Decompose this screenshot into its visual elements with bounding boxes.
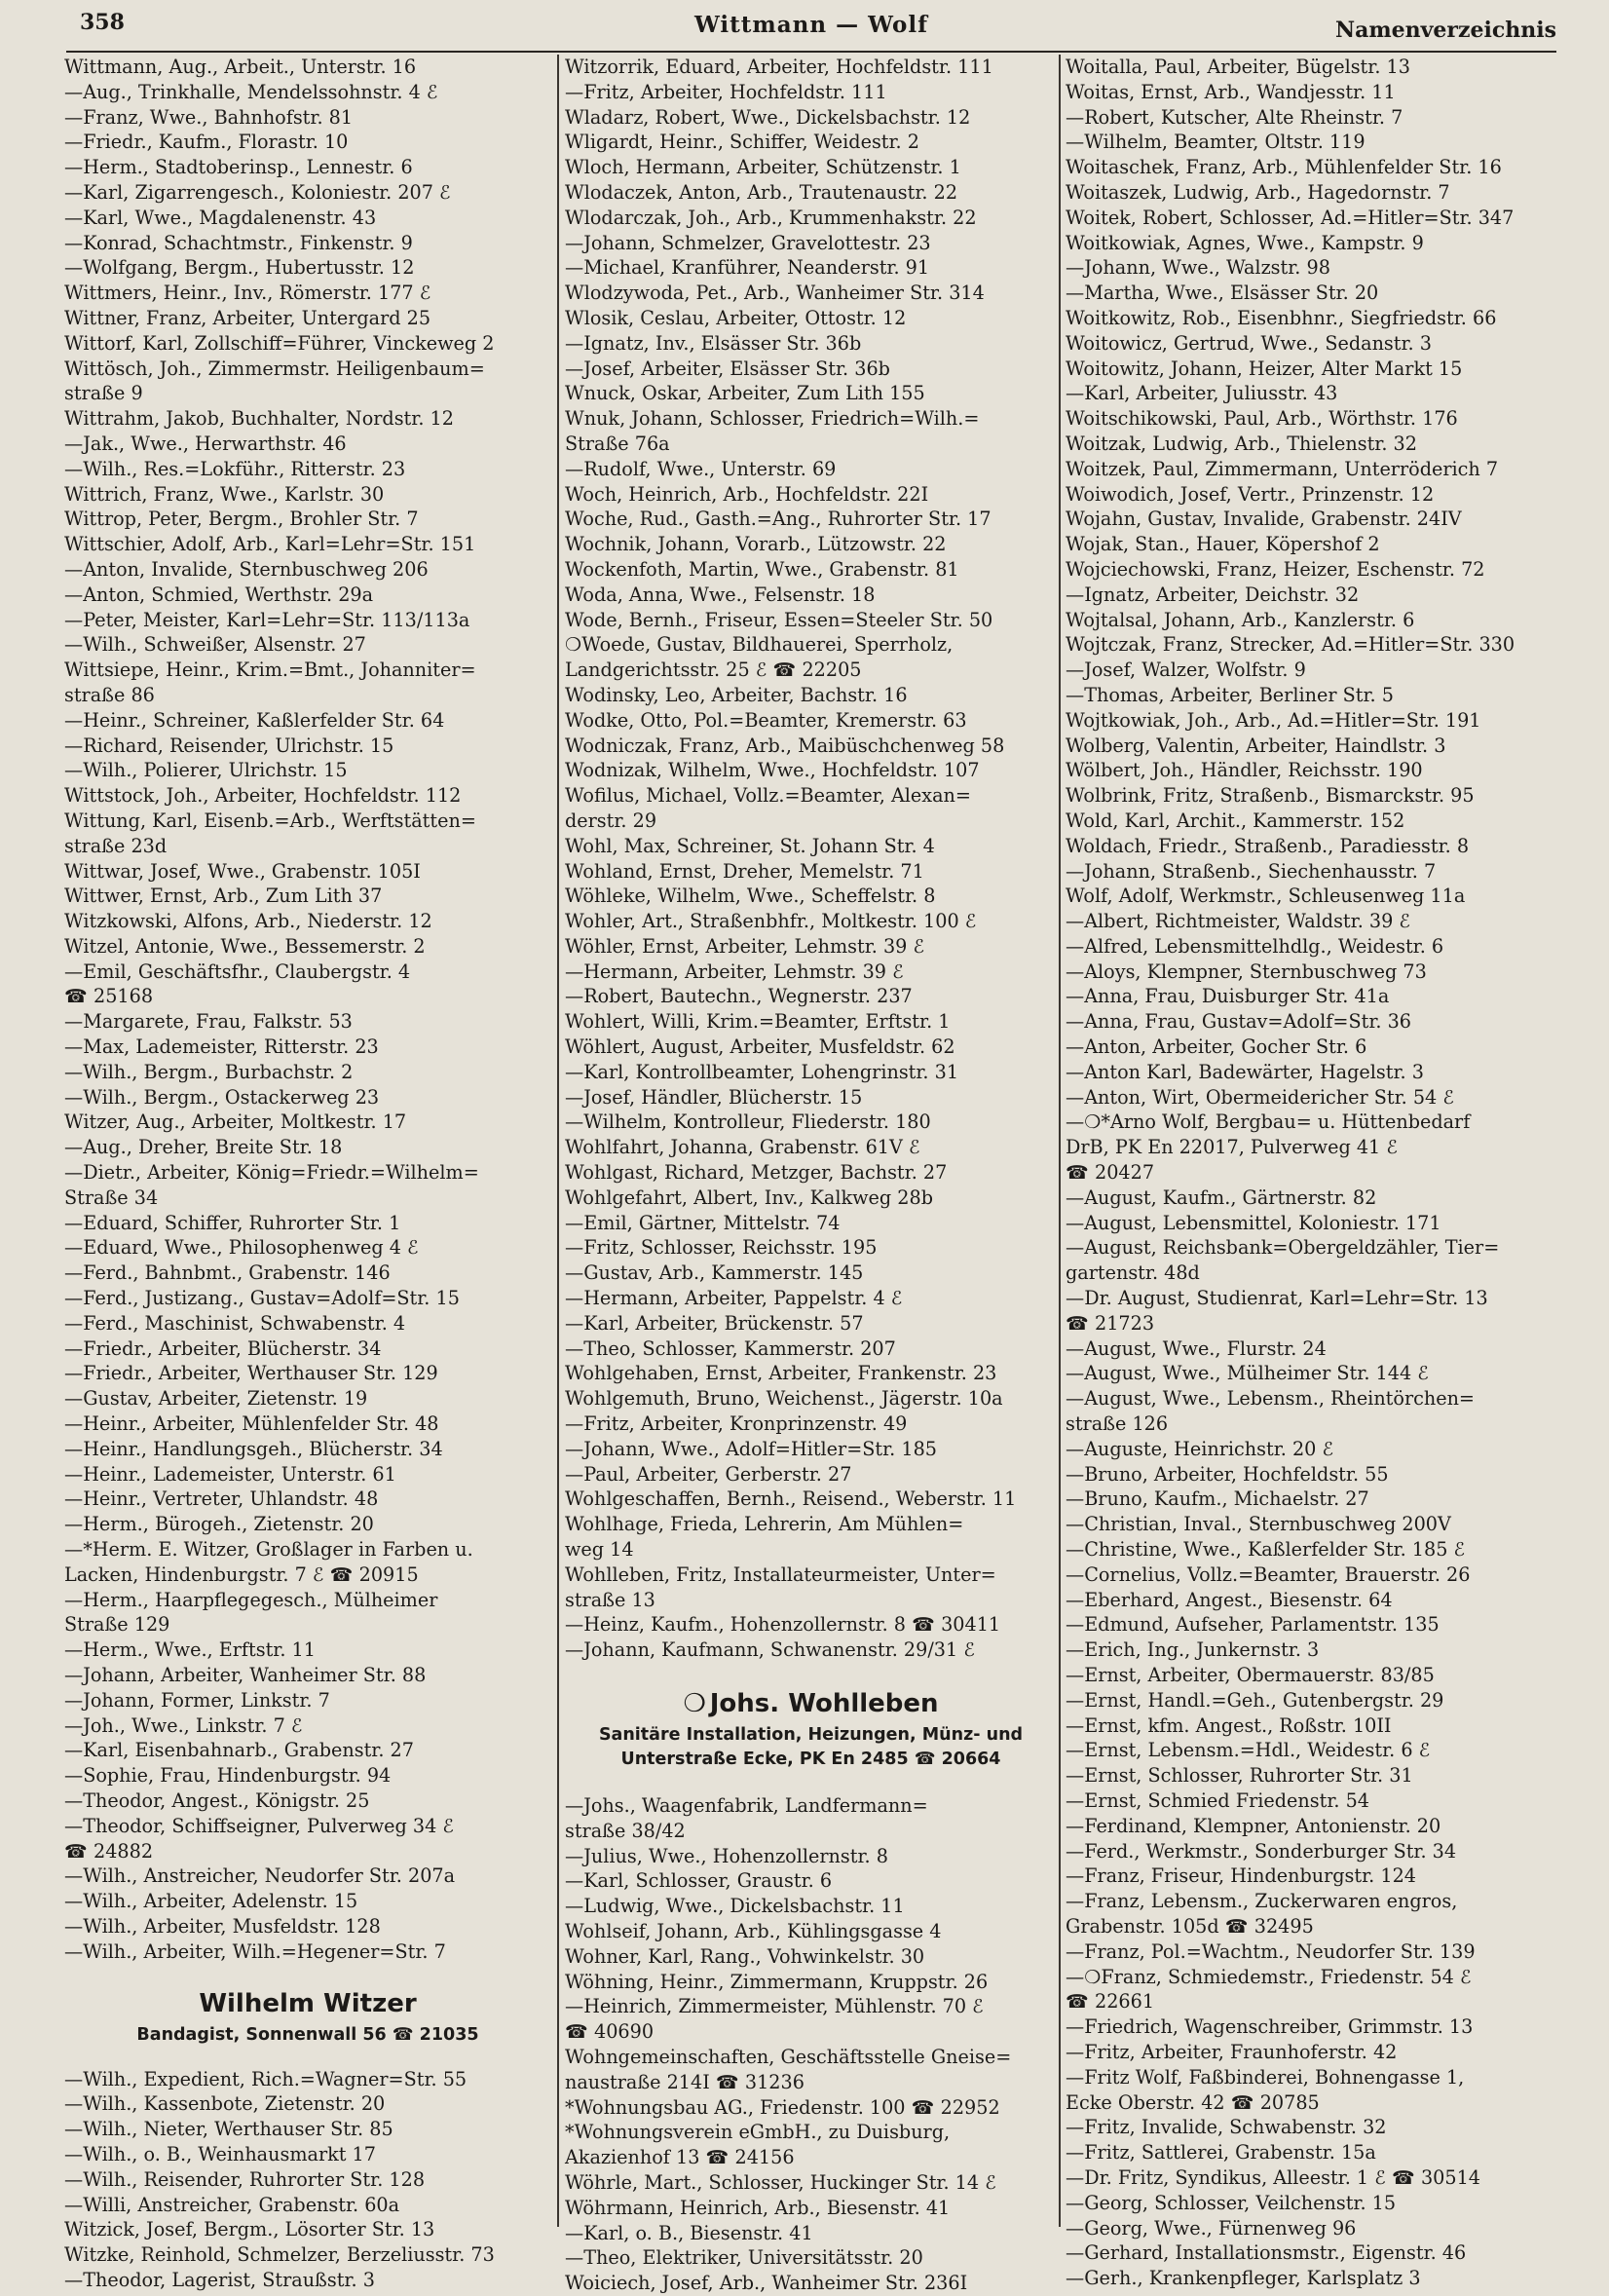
directory-entry: —Wilh., Arbeiter, Musfeldstr. 128 [64, 1914, 381, 1938]
directory-entry: —Karl, Zigarrengesch., Koloniestr. 207 ℰ [64, 180, 451, 204]
running-title: Wittmann — Wolf [693, 12, 929, 38]
directory-entry: Straße 34 [64, 1186, 159, 1209]
directory-entry: Wohlfahrt, Johanna, Grabenstr. 61V ℰ [565, 1136, 920, 1159]
advertisement-witzer [64, 1984, 551, 2048]
directory-entry: —❍Franz, Schmiedemstr., Friedenstr. 54 ℰ [1066, 1965, 1472, 1988]
directory-entry: ☎ 20427 [1066, 1161, 1155, 1185]
directory-entry: —Johann, Straßenb., Siechenhausstr. 7 [1066, 859, 1437, 883]
directory-entry: ☎ 24882 [64, 1839, 154, 1863]
directory-entry: Wojciechowski, Franz, Heizer, Eschenstr. 72 [1066, 557, 1485, 581]
directory-entry: —Edmund, Aufseher, Parlamentstr. 135 [1066, 1613, 1440, 1637]
directory-entry: Witzorrik, Eduard, Arbeiter, Hochfeldstr. 111 [565, 56, 993, 78]
directory-entry: —Karl, Eisenbahnarb., Grabenstr. 27 [64, 1739, 414, 1762]
directory-entry: —Friedrich, Wagenschreiber, Grimmstr. 13 [1066, 2015, 1474, 2039]
directory-entry: Wöhrle, Mart., Schlosser, Huckinger Str. 14 ℰ [565, 2170, 996, 2194]
directory-entry: —Christian, Inval., Sternbuschweg 200V [1066, 1513, 1451, 1536]
directory-entry: Landgerichtsstr. 25 ℰ ☎ 22205 [565, 659, 862, 682]
directory-entry: Wittösch, Joh., Zimmermstr. Heiligenbaum= [64, 357, 485, 380]
directory-entry: —Johann, Former, Linkstr. 7 [64, 1688, 330, 1712]
directory-entry: ❍Woede, Gustav, Bildhauerei, Sperrholz, [565, 633, 954, 657]
directory-entry: —Ferd., Bahnbmt., Grabenstr. 146 [64, 1261, 391, 1285]
directory-entry: straße 13 [565, 1588, 655, 1611]
directory-entry: Wohl, Max, Schreiner, St. Johann Str. 4 [565, 834, 935, 857]
directory-entry: —Franz, Friseur, Hindenburgstr. 124 [1066, 1864, 1416, 1888]
directory-entry: —Theo, Schlosser, Kammerstr. 207 [565, 1336, 896, 1360]
advertisement-wohlleben [565, 1684, 1057, 1772]
directory-entry: —Josef, Arbeiter, Elsässer Str. 36b [565, 357, 890, 380]
directory-entry: —Ernst, Handl.=Geh., Gutenbergstr. 29 [1066, 1688, 1444, 1712]
directory-entry: —Herm., Haarpflegegesch., Mülheimer [64, 1588, 438, 1611]
directory-entry: —Wilh., Bergm., Burbachstr. 2 [64, 1060, 354, 1083]
directory-entry: Wojtkowiak, Joh., Arb., Ad.=Hitler=Str. 191 [1066, 708, 1481, 732]
directory-entry: —Gerhard, Installationsmstr., Eigenstr. 46 [1066, 2241, 1467, 2265]
directory-entry: —Heinrich, Zimmermeister, Mühlenstr. 70 ℰ [565, 1995, 984, 2018]
directory-entry: Woitalla, Paul, Arbeiter, Bügelstr. 13 [1066, 56, 1410, 78]
directory-entry: —Ernst, Schlosser, Ruhrorter Str. 31 [1066, 1764, 1413, 1788]
directory-entry: —Robert, Bautechn., Wegnerstr. 237 [565, 985, 913, 1008]
directory-entry: Wodinsky, Leo, Arbeiter, Bachstr. 16 [565, 683, 908, 706]
directory-entry: —Ferd., Maschinist, Schwabenstr. 4 [64, 1311, 406, 1335]
directory-entry: —Rudolf, Wwe., Unterstr. 69 [565, 457, 837, 480]
directory-entry: Witzick, Josef, Bergm., Lösorter Str. 13 [64, 2218, 435, 2241]
directory-entry: Wlodarczak, Joh., Arb., Krummenhakstr. 22 [565, 206, 977, 229]
directory-entry: Wohlgast, Richard, Metzger, Bachstr. 27 [565, 1161, 948, 1185]
ad-line: Sanitäre Installation, Heizungen, Münz- und [598, 1725, 1024, 1745]
directory-entry: Wnuk, Johann, Schlosser, Friedrich=Wilh.= [565, 407, 980, 431]
directory-entry: —Jak., Wwe., Herwarthstr. 46 [64, 432, 347, 455]
directory-entry: —Karl, Wwe., Magdalenenstr. 43 [64, 206, 377, 229]
directory-entry: —Wilhelm, Beamter, Oltstr. 119 [1066, 131, 1366, 154]
directory-entry: Wohlgehaben, Ernst, Arbeiter, Frankenstr. 23 [565, 1362, 997, 1385]
directory-entry: —Franz, Pol.=Wachtm., Neudorfer Str. 139 [1066, 1939, 1476, 1963]
directory-entry: Wolf, Adolf, Werkmstr., Schleusenweg 11a [1066, 885, 1466, 908]
directory-entry: —Gerh., Krankenpfleger, Karlsplatz 3 [1066, 2267, 1421, 2290]
directory-entry: —Wilh., Arbeiter, Adelenstr. 15 [64, 1890, 358, 1913]
directory-entry: Wohland, Ernst, Dreher, Memelstr. 71 [565, 859, 924, 883]
directory-entry: Ecke Oberstr. 42 ☎ 20785 [1066, 2090, 1320, 2114]
directory-entry: —❍*Arno Wolf, Bergbau= u. Hüttenbedarf [1066, 1110, 1471, 1134]
directory-entry: —Fritz, Arbeiter, Hochfeldstr. 111 [565, 80, 887, 103]
directory-entry: —Wilh., Kassenbote, Zietenstr. 20 [64, 2092, 386, 2116]
directory-entry: —Auguste, Heinrichstr. 20 ℰ [1066, 1437, 1334, 1460]
directory-entry: Wlodaczek, Anton, Arb., Trautenaustr. 22 [565, 180, 958, 204]
directory-entry: Wnuck, Oskar, Arbeiter, Zum Lith 155 [565, 382, 925, 405]
directory-entry: —Wilh., Reisender, Ruhrorter Str. 128 [64, 2167, 426, 2191]
directory-entry: Woicieсh, Josef, Arb., Wanheimer Str. 236I [565, 2272, 968, 2295]
directory-entry: —Johann, Kaufmann, Schwanenstr. 29/31 ℰ [565, 1638, 975, 1662]
directory-entry: Wohler, Art., Straßenbhfr., Moltkestr. 100 ℰ [565, 910, 977, 933]
directory-entry: Wloch, Hermann, Arbeiter, Schützenstr. 1 [565, 156, 961, 179]
directory-entry: Woldach, Friedr., Straßenb., Paradiesstr. 8 [1066, 834, 1470, 857]
directory-entry: —Michael, Kranführer, Neanderstr. 91 [565, 256, 930, 280]
directory-entry: Wittrop, Peter, Bergm., Brohler Str. 7 [64, 508, 419, 531]
directory-entry: —Martha, Wwe., Elsässer Str. 20 [1066, 282, 1379, 305]
directory-entry: —Christine, Wwe., Kaßlerfelder Str. 185 ℰ [1066, 1538, 1466, 1562]
directory-entry: Wodniczak, Franz, Arb., Maibüschchenweg 58 [565, 734, 1005, 757]
directory-entry: —Margarete, Frau, Falkstr. 53 [64, 1010, 353, 1034]
ad-line: Unterstraße Ecke, PK En 2485 ☎ 20664 [620, 1750, 1001, 1769]
directory-entry: Wittung, Karl, Eisenb.=Arb., Werftstätten= [64, 809, 476, 832]
directory-entry: —Heinr., Schreiner, Kaßlerfelder Str. 64 [64, 708, 445, 732]
directory-entry: —Wolfgang, Bergm., Hubertusstr. 12 [64, 256, 415, 280]
directory-entry: Witzer, Aug., Arbeiter, Moltkestr. 17 [64, 1110, 407, 1134]
directory-entry: Wligardt, Heinr., Schiffer, Weidestr. 2 [565, 131, 919, 154]
directory-entry: —Eberhard, Angest., Biesenstr. 64 [1066, 1588, 1393, 1611]
directory-entry: Wold, Karl, Archit., Kammerstr. 152 [1066, 809, 1405, 832]
directory-entry: —Robert, Kutscher, Alte Rheinstr. 7 [1066, 105, 1403, 129]
directory-entry: straße 126 [1066, 1412, 1169, 1436]
directory-entry: —Thomas, Arbeiter, Berliner Str. 5 [1066, 683, 1394, 706]
directory-entry: —Emil, Geschäftsfhr., Claubergstr. 4 [64, 960, 411, 983]
directory-entry: —August, Wwe., Lebensm., Rheintörchen= [1066, 1387, 1476, 1411]
directory-entry: Woche, Rud., Gasth.=Ang., Ruhrorter Str. 17 [565, 508, 992, 531]
directory-entry: Wladarz, Robert, Wwe., Dickelsbachstr. 12 [565, 105, 971, 129]
directory-entry: —Ernst, Lebensm.=Hdl., Weidestr. 6 ℰ [1066, 1739, 1431, 1762]
directory-entry: straße 9 [64, 382, 143, 405]
directory-entry: —Fritz, Schlosser, Reichsstr. 195 [565, 1236, 878, 1260]
directory-entry: —Aug., Trinkhalle, Mendelssohnstr. 4 ℰ [64, 80, 438, 103]
directory-entry: Woitek, Robert, Schlosser, Ad.=Hitler=Str. 347 [1066, 206, 1515, 229]
directory-entry: Akazienhof 13 ☎ 24156 [565, 2146, 795, 2169]
directory-entry: —Ferd., Justizang., Gustav=Adolf=Str. 15 [64, 1287, 460, 1310]
directory-entry: Lacken, Hindenburgstr. 7 ℰ ☎ 20915 [64, 1562, 419, 1586]
directory-entry: —Konrad, Schachtmstr., Finkenstr. 9 [64, 231, 413, 254]
directory-entry: *Wohnungsverein eGmbH., zu Duisburg, [565, 2121, 951, 2144]
directory-entry: —Wilh., o. B., Weinhausmarkt 17 [64, 2142, 376, 2165]
directory-entry: Wittsiepe, Heinr., Krim.=Bmt., Johanniter= [64, 659, 476, 682]
directory-entry: straße 38/42 [565, 1819, 686, 1842]
directory-entry: weg 14 [565, 1538, 634, 1562]
directory-entry: Wohlleben, Fritz, Installateurmeister, Unter= [565, 1562, 996, 1586]
directory-entry: —Bruno, Arbeiter, Hochfeldstr. 55 [1066, 1462, 1389, 1486]
directory-entry: —Wilh., Res.=Lokführ., Ritterstr. 23 [64, 457, 406, 480]
directory-entry: Wittrich, Franz, Wwe., Karlstr. 30 [64, 482, 385, 506]
directory-entry: Woitas, Ernst, Arb., Wandjesstr. 11 [1066, 80, 1396, 103]
directory-entry: Wittmann, Aug., Arbeit., Unterstr. 16 [64, 56, 417, 78]
directory-entry: Grabenstr. 105d ☎ 32495 [1066, 1914, 1314, 1938]
directory-entry: —Fritz, Arbeiter, Kronprinzenstr. 49 [565, 1412, 908, 1436]
directory-entry: —Ignatz, Inv., Elsässer Str. 36b [565, 331, 862, 355]
directory-entry: ☎ 25168 [64, 985, 154, 1008]
directory-entry: —Ernst, kfm. Angest., Roßstr. 10II [1066, 1713, 1392, 1737]
directory-entry: —Alfred, Lebensmittelhdlg., Weidestr. 6 [1066, 934, 1444, 958]
directory-entry: Wofilus, Michael, Vollz.=Beamter, Alexan= [565, 784, 971, 808]
directory-entry: —Wilh., Nieter, Werthauser Str. 85 [64, 2118, 393, 2141]
directory-entry: Wojtczak, Franz, Strecker, Ad.=Hitler=Str. 330 [1066, 633, 1515, 657]
page-number: 358 [80, 10, 125, 35]
directory-entry: —Karl, o. B., Biesenstr. 41 [565, 2221, 813, 2244]
directory-entry: —Cornelius, Vollz.=Beamter, Brauerstr. 26 [1066, 1562, 1471, 1586]
directory-entry: —Wilhelm, Kontrolleur, Fliederstr. 180 [565, 1110, 931, 1134]
directory-entry: Wlosik, Ceslau, Arbeiter, Ottostr. 12 [565, 306, 907, 329]
directory-entry: —Joh., Wwe., Linkstr. 7 ℰ [64, 1713, 303, 1737]
directory-entry: —Johann, Wwe., Adolf=Hitler=Str. 185 [565, 1437, 938, 1460]
directory-entry: DrB, PK En 22017, Pulverweg 41 ℰ [1066, 1136, 1398, 1159]
directory-entry: —Johann, Wwe., Walzstr. 98 [1066, 256, 1330, 280]
directory-entry: —Ernst, Schmied Friedenstr. 54 [1066, 1788, 1370, 1812]
directory-entry: straße 86 [64, 683, 155, 706]
column-2 [565, 55, 1057, 2295]
directory-entry: —Anton, Invalide, Sternbuschweg 206 [64, 557, 429, 581]
directory-entry: Wohlgefahrt, Albert, Inv., Kalkweg 28b [565, 1186, 933, 1209]
directory-entry: —Johs., Waagenfabrik, Landfermann= [565, 1794, 928, 1817]
directory-entry: Straße 76a [565, 432, 670, 455]
directory-entry: ☎ 40690 [565, 2020, 655, 2044]
directory-entry: Wöhler, Ernst, Arbeiter, Lehmstr. 39 ℰ [565, 934, 925, 958]
directory-entry: —Bruno, Kaufm., Michaelstr. 27 [1066, 1487, 1369, 1511]
directory-entry: —Anton Karl, Badewärter, Hagelstr. 3 [1066, 1060, 1424, 1083]
directory-entry: —Georg, Schlosser, Veilchenstr. 15 [1066, 2191, 1397, 2214]
directory-entry: Wöhlert, August, Arbeiter, Musfeldstr. 62 [565, 1035, 955, 1059]
directory-entry: —Herm., Wwe., Erftstr. 11 [64, 1638, 316, 1662]
directory-entry: Wittner, Franz, Arbeiter, Untergard 25 [64, 306, 431, 329]
page-header [66, 6, 1556, 53]
column-divider [1059, 55, 1061, 2227]
directory-entry: Woitkowitz, Rob., Eisenbhnr., Siegfriedstr. 66 [1066, 306, 1497, 329]
directory-entry: —Johann, Arbeiter, Wanheimer Str. 88 [64, 1664, 427, 1686]
directory-entry: Wittorf, Karl, Zollschiff=Führer, Vinckeweg 2 [64, 331, 495, 355]
directory-entry: —Anna, Frau, Gustav=Adolf=Str. 36 [1066, 1010, 1412, 1034]
directory-entry: Wojahn, Gustav, Invalide, Grabenstr. 24IV [1066, 508, 1462, 531]
directory-entry: —Karl, Kontrollbeamter, Lohengrinstr. 31 [565, 1060, 959, 1083]
directory-entry: —Theodor, Lagerist, Straußstr. 3 [64, 2268, 375, 2291]
directory-entry: —Fritz, Sattlerei, Grabenstr. 15a [1066, 2141, 1376, 2164]
directory-entry: —Max, Lademeister, Ritterstr. 23 [64, 1035, 379, 1059]
directory-entry: —Wilh., Anstreicher, Neudorfer Str. 207a [64, 1864, 456, 1888]
directory-entry: —Theo, Elektriker, Universitätsstr. 20 [565, 2246, 923, 2270]
ad-line: Bandagist, Sonnenwall 56 ☎ 21035 [136, 2024, 479, 2045]
directory-entry: Woitaszek, Ludwig, Arb., Hagedornstr. 7 [1066, 180, 1450, 204]
directory-entry: —Fritz, Invalide, Schwabenstr. 32 [1066, 2116, 1387, 2139]
directory-entry: Wohlseif, Johann, Arb., Kühlingsgasse 4 [565, 1919, 942, 1942]
directory-entry: —Richard, Reisender, Ulrichstr. 15 [64, 734, 394, 757]
directory-entry: Wojtalsal, Johann, Arb., Kanzlerstr. 6 [1066, 608, 1415, 631]
directory-entry: —Ferdinand, Klempner, Antonienstr. 20 [1066, 1814, 1441, 1837]
directory-entry: ☎ 21723 [1066, 1311, 1155, 1335]
directory-entry: derstr. 29 [565, 809, 657, 832]
directory-entry: —Anna, Frau, Duisburger Str. 41a [1066, 985, 1390, 1008]
column-1 [64, 55, 551, 2291]
directory-entry: Woda, Anna, Wwe., Felsenstr. 18 [565, 583, 876, 606]
directory-entry: Woitzak, Ludwig, Arb., Thielenstr. 32 [1066, 432, 1417, 455]
directory-entry: Woch, Heinrich, Arb., Hochfeldstr. 22I [565, 482, 929, 506]
directory-entry: —Herm., Stadtoberinsp., Lennestr. 6 [64, 156, 413, 179]
directory-entry: —Josef, Händler, Blücherstr. 15 [565, 1085, 863, 1109]
directory-entry: —Heinr., Arbeiter, Mühlenfelder Str. 48 [64, 1412, 439, 1436]
directory-entry: —Heinr., Lademeister, Unterstr. 61 [64, 1462, 396, 1486]
directory-entry: Woitaschek, Franz, Arb., Mühlenfelder Str. 16 [1066, 156, 1502, 179]
directory-entry: —Georg, Wwe., Fürnenweg 96 [1066, 2216, 1357, 2240]
directory-entry: —Willi, Anstreicher, Grabenstr. 60a [64, 2193, 400, 2216]
directory-entry: Wohner, Karl, Rang., Vohwinkelstr. 30 [565, 1944, 925, 1968]
directory-entry: Wöhrmann, Heinrich, Arb., Biesenstr. 41 [565, 2196, 951, 2219]
directory-entry: Wolbrink, Fritz, Straßenb., Bismarckstr. 95 [1066, 784, 1475, 808]
directory-entry: Wojak, Stan., Hauer, Köpershof 2 [1066, 533, 1380, 556]
directory-entry: Wittwar, Josef, Wwe., Grabenstr. 105I [64, 859, 421, 883]
directory-entry: Wockenfoth, Martin, Wwe., Grabenstr. 81 [565, 557, 959, 581]
directory-entry: —Karl, Schlosser, Graustr. 6 [565, 1869, 833, 1893]
directory-entry: Straße 129 [64, 1613, 170, 1637]
directory-entry: —Heinr., Handlungsgeh., Blücherstr. 34 [64, 1437, 443, 1460]
directory-entry: —Eduard, Wwe., Philosophenweg 4 ℰ [64, 1236, 419, 1260]
directory-entry: Wode, Bernh., Friseur, Essen=Steeler Str. 50 [565, 608, 993, 631]
directory-entry: —Dr. August, Studienrat, Karl=Lehr=Str. 13 [1066, 1287, 1488, 1310]
directory-entry: —*Herm. E. Witzer, Großlager in Farben u. [64, 1538, 473, 1562]
directory-entry: —Johann, Schmelzer, Gravelottestr. 23 [565, 231, 931, 254]
directory-entry: —Franz, Lebensm., Zuckerwaren engros, [1066, 1890, 1458, 1913]
directory-entry: —Paul, Arbeiter, Gerberstr. 27 [565, 1462, 852, 1486]
directory-entry: —Heinr., Vertreter, Uhlandstr. 48 [64, 1487, 379, 1511]
directory-entry: —Wilh., Bergm., Ostackerweg 23 [64, 1085, 380, 1109]
directory-entry: Wöhning, Heinr., Zimmermann, Kruppstr. 26 [565, 1970, 989, 1993]
directory-entry: —Gustav, Arb., Kammerstr. 145 [565, 1261, 864, 1285]
directory-entry: —Ernst, Arbeiter, Obermauerstr. 83/85 [1066, 1664, 1435, 1686]
directory-entry: —August, Reichsbank=Obergeldzähler, Tier= [1066, 1236, 1500, 1260]
directory-entry: —Wilh., Schweißer, Alsenstr. 27 [64, 633, 366, 657]
directory-entry: —Karl, Arbeiter, Brückenstr. 57 [565, 1311, 864, 1335]
directory-entry: Wochnik, Johann, Vorarb., Lützowstr. 22 [565, 533, 947, 556]
directory-entry: —Fritz Wolf, Faßbinderei, Bohnengasse 1, [1066, 2065, 1465, 2089]
directory-entry: —Friedr., Arbeiter, Blücherstr. 34 [64, 1336, 382, 1360]
directory-entry: Woitowicz, Gertrud, Wwe., Sedanstr. 3 [1066, 331, 1432, 355]
directory-entry: —Fritz, Arbeiter, Fraunhoferstr. 42 [1066, 2040, 1398, 2063]
directory-entry: —Julius, Wwe., Hohenzollernstr. 8 [565, 1844, 888, 1867]
directory-entry: Wittschier, Adolf, Arb., Karl=Lehr=Str. 151 [64, 533, 476, 556]
directory-entry: —Karl, Arbeiter, Juliusstr. 43 [1066, 382, 1338, 405]
directory-entry: Wodnizak, Wilhelm, Wwe., Hochfeldstr. 107 [565, 759, 980, 782]
section-title: Namenverzeichnis [1335, 18, 1556, 43]
directory-entry: —Hermann, Arbeiter, Pappelstr. 4 ℰ [565, 1287, 903, 1310]
directory-entry: —Wilh., Polierer, Ulrichstr. 15 [64, 759, 348, 782]
company-logo-icon: ❍ [683, 1689, 706, 1718]
directory-entry: —Gustav, Arbeiter, Zietenstr. 19 [64, 1387, 368, 1411]
directory-entry: Woitzek, Paul, Zimmermann, Unterröderich 7 [1066, 457, 1499, 480]
directory-entry: —Dietr., Arbeiter, König=Friedr.=Wilhelm= [64, 1161, 479, 1185]
directory-entry: —Ferd., Werkmstr., Sonderburger Str. 34 [1066, 1839, 1457, 1863]
directory-entry: —Anton, Wirt, Obermeidericher Str. 54 ℰ [1066, 1085, 1454, 1109]
directory-entry: —Heinz, Kaufm., Hohenzollernstr. 8 ☎ 30411 [565, 1613, 1001, 1637]
directory-entry: —Dr. Fritz, Syndikus, Alleestr. 1 ℰ ☎ 30514 [1066, 2165, 1480, 2189]
directory-entry: —Eduard, Schiffer, Ruhrorter Str. 1 [64, 1211, 401, 1234]
directory-entry: Witzke, Reinhold, Schmelzer, Berzeliusstr. 73 [64, 2243, 495, 2267]
directory-entry: Wöhleke, Wilhelm, Wwe., Scheffelstr. 8 [565, 885, 936, 908]
directory-entry: Wodke, Otto, Pol.=Beamter, Kremerstr. 63 [565, 708, 967, 732]
column-3 [1066, 55, 1564, 2290]
directory-entry: ☎ 22661 [1066, 1990, 1155, 2014]
directory-entry: Woitowitz, Johann, Heizer, Alter Markt 15 [1066, 357, 1463, 380]
directory-entry: —Peter, Meister, Karl=Lehr=Str. 113/113a [64, 608, 470, 631]
directory-entry: Wolberg, Valentin, Arbeiter, Haindlstr. 3 [1066, 734, 1446, 757]
directory-entry: —Friedr., Arbeiter, Werthauser Str. 129 [64, 1362, 438, 1385]
directory-entry: —August, Kaufm., Gärtnerstr. 82 [1066, 1186, 1377, 1209]
directory-entry: —Wilh., Arbeiter, Wilh.=Hegener=Str. 7 [64, 1939, 446, 1963]
ad-title: Wilhelm Witzer [199, 1988, 417, 2018]
directory-entry: —Wilh., Expedient, Rich.=Wagner=Str. 55 [64, 2067, 468, 2090]
directory-entry: —Josef, Walzer, Wolfstr. 9 [1066, 659, 1306, 682]
directory-entry: —Emil, Gärtner, Mittelstr. 74 [565, 1211, 841, 1234]
directory-entry: Wittmers, Heinr., Inv., Römerstr. 177 ℰ [64, 282, 431, 305]
directory-entry: —August, Wwe., Flurstr. 24 [1066, 1336, 1327, 1360]
directory-entry: —August, Lebensmittel, Koloniestr. 171 [1066, 1211, 1441, 1234]
directory-entry: Woitschikowski, Paul, Arb., Wörthstr. 176 [1066, 407, 1458, 431]
directory-entry: Wohlhage, Frieda, Lehrerin, Am Mühlen= [565, 1513, 964, 1536]
column-divider [557, 55, 559, 2227]
directory-entry: Wittstock, Joh., Arbeiter, Hochfeldstr. 112 [64, 784, 462, 808]
directory-entry: Wohlgeschaffen, Bernh., Reisend., Weberstr. 11 [565, 1487, 1017, 1511]
directory-entry: —Aug., Dreher, Breite Str. 18 [64, 1136, 343, 1159]
directory-entry: Witzkowski, Alfons, Arb., Niederstr. 12 [64, 910, 432, 933]
directory-entry: Wlodzywoda, Pet., Arb., Wanheimer Str. 314 [565, 282, 985, 305]
directory-entry: —Sophie, Frau, Hindenburgstr. 94 [64, 1764, 392, 1788]
directory-entry: —Ignatz, Arbeiter, Deichstr. 32 [1066, 583, 1360, 606]
directory-entry: *Wohnungsbau AG., Friedenstr. 100 ☎ 22952 [565, 2095, 1000, 2119]
directory-entry: Wittwer, Ernst, Arb., Zum Lith 37 [64, 885, 383, 908]
directory-entry: —Aloys, Klempner, Sternbuschweg 73 [1066, 960, 1427, 983]
directory-entry: —Friedr., Kaufm., Florastr. 10 [64, 131, 349, 154]
directory-entry: —August, Wwe., Mülheimer Str. 144 ℰ [1066, 1362, 1429, 1385]
directory-entry: —Anton, Schmied, Werthstr. 29a [64, 583, 374, 606]
directory-entry: Woitkowiak, Agnes, Wwe., Kampstr. 9 [1066, 231, 1424, 254]
directory-entry: —Theodor, Angest., Königstr. 25 [64, 1788, 370, 1812]
directory-entry: gartenstr. 48d [1066, 1261, 1200, 1285]
directory-entry: straße 23d [64, 834, 168, 857]
directory-entry: Witzel, Antonie, Wwe., Bessemerstr. 2 [64, 934, 426, 958]
directory-entry: Wölbert, Joh., Händler, Reichsstr. 190 [1066, 759, 1423, 782]
directory-entry: Wohlgemuth, Bruno, Weichenst., Jägerstr. 10a [565, 1387, 1003, 1411]
directory-entry: —Ludwig, Wwe., Dickelsbachstr. 11 [565, 1895, 905, 1918]
directory-entry: Wittrahm, Jakob, Buchhalter, Nordstr. 12 [64, 407, 454, 431]
directory-entry: —Franz, Wwe., Bahnhofstr. 81 [64, 105, 354, 129]
directory-entry: —Albert, Richtmeister, Waldstr. 39 ℰ [1066, 910, 1411, 933]
directory-entry: Wohlert, Willi, Krim.=Beamter, Erftstr. 1 [565, 1010, 951, 1034]
directory-entry: —Theodor, Schiffseigner, Pulverweg 34 ℰ [64, 1814, 455, 1837]
directory-entry: Woiwodich, Josef, Vertr., Prinzenstr. 12 [1066, 482, 1435, 506]
directory-entry: Wohngemeinschaften, Geschäftsstelle Gneise= [565, 2045, 1012, 2068]
directory-entry: naustraße 214I ☎ 31236 [565, 2070, 804, 2093]
ad-title: Johs. Wohlleben [709, 1689, 939, 1718]
directory-entry: —Anton, Arbeiter, Gocher Str. 6 [1066, 1035, 1367, 1059]
directory-entry: —Herm., Bürogeh., Zietenstr. 20 [64, 1513, 374, 1536]
directory-entry: —Erich, Ing., Junkernstr. 3 [1066, 1638, 1320, 1662]
directory-entry: —Hermann, Arbeiter, Lehmstr. 39 ℰ [565, 960, 904, 983]
